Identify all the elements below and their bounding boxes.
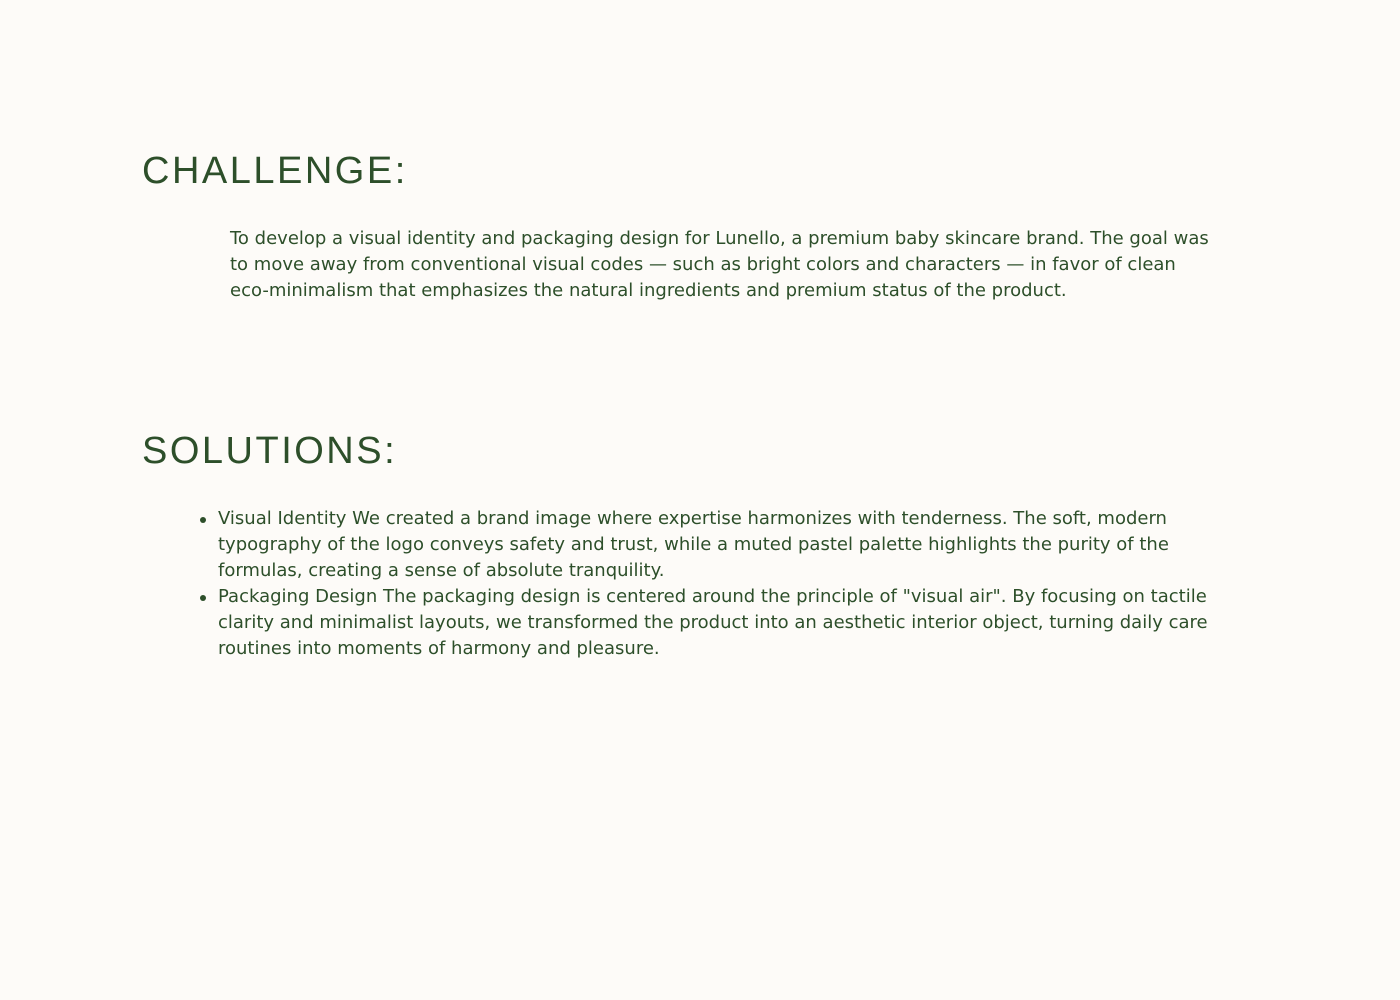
bullet-icon — [200, 517, 206, 523]
bullet-icon — [200, 595, 206, 601]
solutions-list — [218, 506, 1218, 662]
solution-item-visual-identity — [218, 506, 1218, 584]
challenge-heading: CHALLENGE: — [142, 150, 408, 192]
solutions-heading: SOLUTIONS: — [142, 430, 398, 472]
challenge-description: To develop a visual identity and packaging design for Lunello, a premium baby skincare brand. The goal was to move away from conventional visual codes — such as bright colors and characters — in favor of clean eco-minimalism that emphasizes the natural ingredients and premium status of the product. — [230, 228, 1209, 301]
solution-item-text: Visual Identity We created a brand image where expertise harmonizes with tenderness. The soft, modern typography of the logo conveys safety and trust, while a muted pastel palette highlights the purity of the formulas, creating a sense of absolute tranquility. — [218, 508, 1169, 581]
solution-item-packaging-design — [218, 584, 1218, 662]
solution-item-text: Packaging Design The packaging design is centered around the principle of "visual air". By focusing on tactile clarity and minimalist layouts, we transformed the product into an aesthetic interior object, turning daily care routines into moments of harmony and pleasure. — [218, 586, 1208, 659]
